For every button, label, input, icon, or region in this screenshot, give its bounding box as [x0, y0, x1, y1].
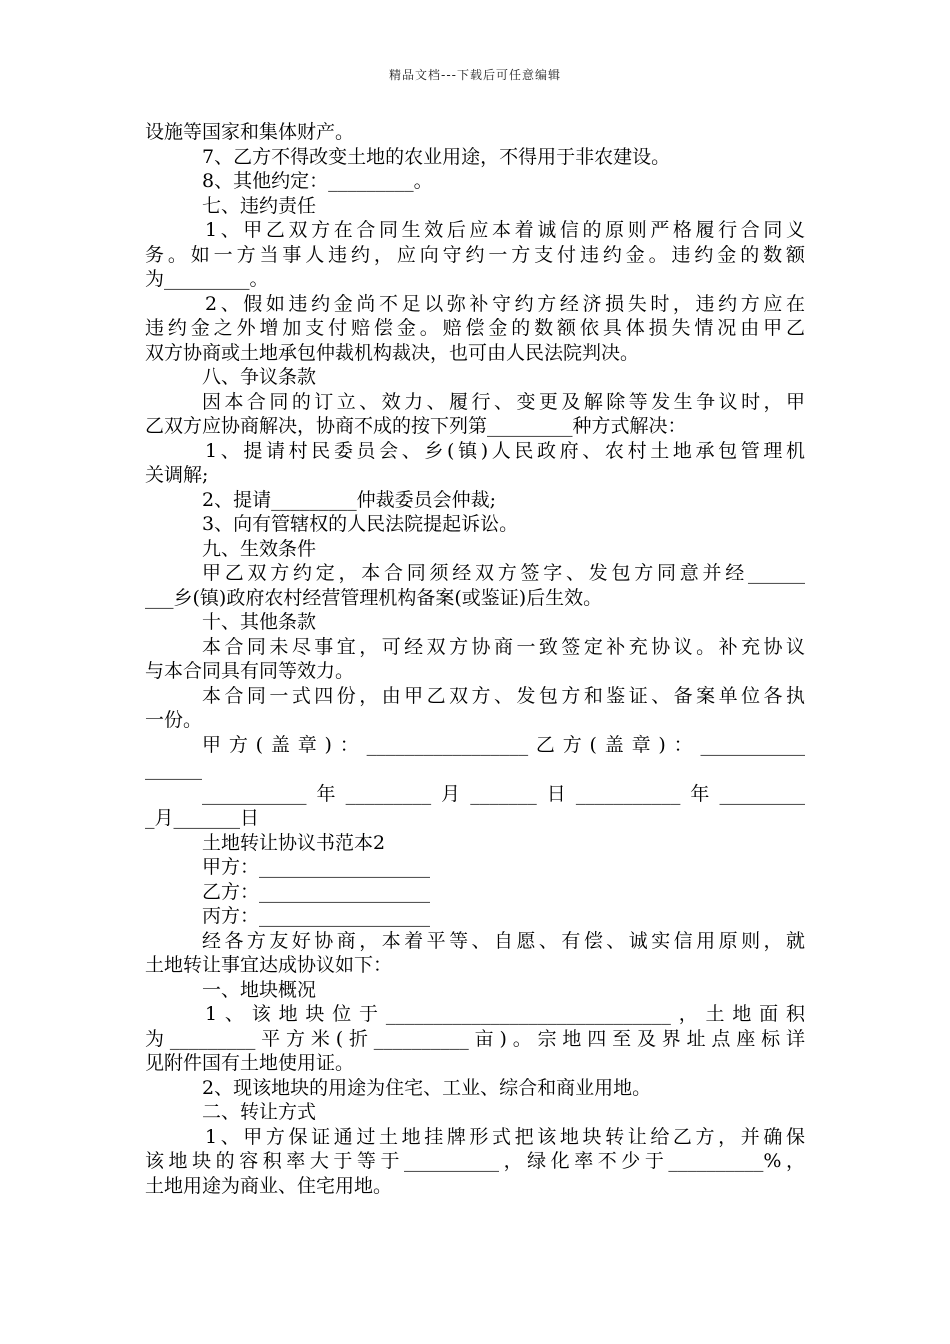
signature-line: 甲方(盖章)：_________________乙方(盖章)：___________ — [202, 733, 805, 756]
signature-line: ______ — [145, 758, 202, 780]
section-heading: 二、转让方式 — [202, 1101, 317, 1123]
date-line: _月_______日 — [145, 807, 260, 829]
text-line: 设施等国家和集体财产。 — [145, 121, 355, 143]
text-line: 该地块的容积率大于等于__________，绿化率不少于__________%， — [145, 1150, 805, 1172]
text-line: 本合同未尽事宜，可经双方协商一致签定补充协议。补充协议 — [202, 635, 805, 658]
text-line: 双方协商或土地承包仲裁机构裁决，也可由人民法院判决。 — [145, 341, 640, 364]
text-line: 关调解; — [145, 464, 209, 486]
text-line: 见附件国有土地使用证。 — [145, 1052, 355, 1074]
text-line: 与本合同具有同等效力。 — [145, 660, 355, 682]
date-line: ___________年_________月_______日___________年_________ — [202, 782, 805, 805]
text-line: 一份。 — [145, 709, 203, 731]
text-line: 2、提请_________仲裁委员会仲裁; — [202, 488, 496, 511]
section-heading: 十、其他条款 — [202, 611, 317, 633]
text-line: 1、甲乙双方在合同生效后应本着诚信的原则严格履行合同义 — [205, 219, 805, 241]
text-line: 土地转让事宜达成协议如下： — [145, 954, 393, 976]
text-line: 1、提请村民委员会、乡(镇)人民政府、农村土地承包管理机 — [205, 439, 805, 462]
text-line: 为_________平方米(折__________亩)。宗地四至及界址点座标详 — [145, 1027, 805, 1050]
text-line: 8、其他约定：_________。 — [202, 170, 433, 192]
section-heading: 九、生效条件 — [202, 537, 317, 560]
text-line: 因本合同的订立、效力、履行、变更及解除等发生争议时，甲 — [202, 390, 805, 413]
party-line: 乙方：__________________ — [202, 880, 431, 903]
section-heading: 一、地块概况 — [202, 978, 317, 1001]
text-line: 甲乙双方约定，本合同须经双方签字、发包方同意并经______ — [202, 562, 805, 584]
text-line: 1、甲方保证通过土地挂牌形式把该地块转让给乙方，并确保 — [205, 1125, 805, 1148]
text-line: 3、向有管辖权的人民法院提起诉讼。 — [202, 513, 519, 535]
text-line: 2、现该地块的用途为住宅、工业、综合和商业用地。 — [202, 1076, 652, 1099]
text-line: 经各方友好协商，本着平等、自愿、有偿、诚实信用原则，就 — [202, 929, 805, 952]
text-line: 为_________。 — [145, 268, 269, 290]
text-line: 务。如一方当事人违约，应向守约一方支付违约金。违约金的数额 — [145, 243, 805, 266]
document-body — [145, 120, 805, 1198]
text-line: 违约金之外增加支付赔偿金。赔偿金的数额依具体损失情况由甲乙 — [145, 317, 805, 339]
party-line: 甲方：__________________ — [202, 856, 431, 878]
text-line: 2、假如违约金尚不足以弥补守约方经济损失时，违约方应在 — [205, 292, 805, 315]
section-heading: 七、违约责任 — [202, 194, 317, 217]
page-header: 精品文档---下载后可任意编辑 — [389, 68, 561, 82]
text-line: 本合同一式四份，由甲乙双方、发包方和鉴证、备案单位各执 — [202, 684, 805, 707]
text-line: 土地用途为商业、住宅用地。 — [145, 1174, 393, 1197]
text-line: 7、乙方不得改变土地的农业用途，不得用于非农建设。 — [202, 145, 671, 168]
party-line: 丙方：__________________ — [202, 905, 431, 927]
text-line: 乙双方应协商解决，协商不成的按下列第_________种方式解决： — [145, 415, 687, 437]
section-title: 土地转让协议书范本2 — [202, 831, 386, 854]
text-line: 1、该地块位于______________________________，土地面积 — [205, 1003, 805, 1025]
section-heading: 八、争议条款 — [202, 366, 317, 388]
text-line: ___乡(镇)政府农村经营管理机构备案(或鉴证)后生效。 — [145, 586, 603, 609]
